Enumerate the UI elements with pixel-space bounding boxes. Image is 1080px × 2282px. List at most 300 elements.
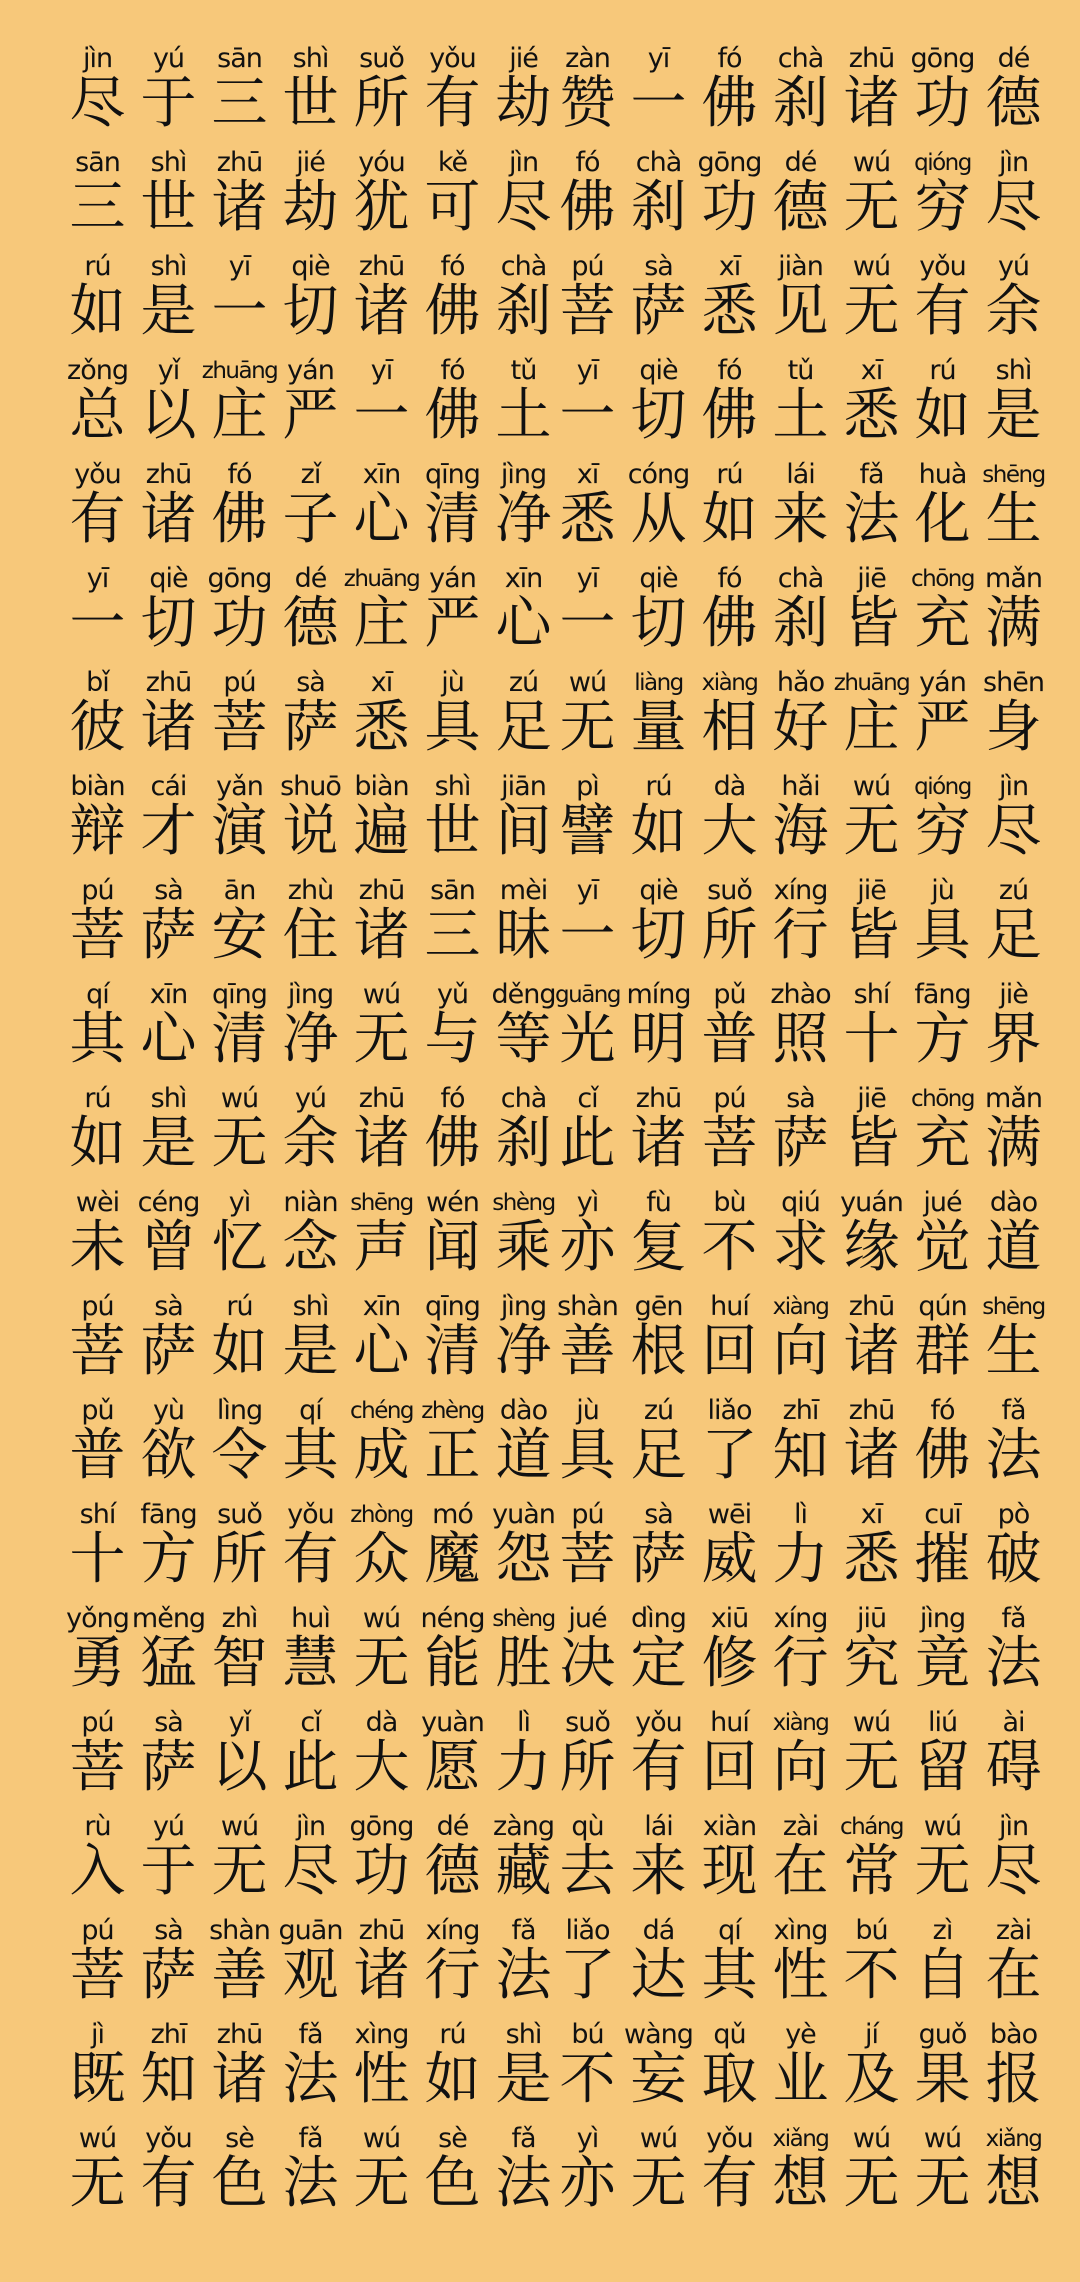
hanzi: 满: [985, 591, 1042, 656]
verse-row: [0, 556, 1080, 660]
pinyin: fǎ: [298, 2019, 323, 2050]
hanzi: 决: [559, 1631, 616, 1696]
pinyin: wàng: [624, 2019, 693, 2050]
pinyin: wú: [852, 251, 891, 282]
pinyin: cháng: [840, 1814, 903, 1840]
pinyin: xíng: [773, 1603, 828, 1634]
hanzi: 清: [211, 1007, 268, 1072]
pinyin: bú: [855, 1915, 888, 1946]
hanzi: 威: [701, 1527, 758, 1592]
hanzi: 猛: [140, 1631, 197, 1696]
hanzi: 佛: [424, 1111, 481, 1176]
pinyin: liú: [927, 1707, 958, 1738]
hanzi: 所: [559, 1735, 616, 1800]
pinyin: huì: [291, 1603, 330, 1634]
pinyin: xìng: [354, 2019, 409, 2050]
hanzi: 回: [701, 1735, 758, 1800]
pinyin: qí: [86, 979, 109, 1010]
verse-row: [0, 1284, 1080, 1388]
hanzi: 业: [772, 2047, 829, 2112]
hanzi: 萨: [282, 695, 339, 760]
pinyin: wú: [852, 771, 891, 802]
hanzi: 足: [985, 903, 1042, 968]
hanzi: 其: [69, 1007, 126, 1072]
pinyin: xī: [370, 667, 393, 698]
hanzi: 佛: [701, 591, 758, 656]
pinyin: yì: [228, 1187, 251, 1218]
pinyin: tǔ: [787, 355, 814, 386]
pinyin: wēi: [707, 1499, 752, 1530]
pinyin: cǐ: [300, 1707, 321, 1738]
pinyin: jì: [90, 2019, 104, 2050]
hanzi: 佛: [559, 175, 616, 240]
pinyin: qí: [299, 1395, 322, 1426]
pinyin: mǎn: [985, 1083, 1042, 1114]
pinyin: chéng: [349, 1398, 414, 1424]
pinyin: fó: [717, 355, 742, 386]
pinyin: jù: [931, 875, 954, 906]
hanzi: 德: [985, 71, 1042, 136]
hanzi: 穷: [914, 175, 971, 240]
pinyin: liǎo: [565, 1915, 610, 1946]
hanzi: 诸: [211, 175, 268, 240]
glyph-cell: [978, 1908, 1049, 2012]
pinyin: guān: [278, 1915, 343, 1946]
pinyin: zhū: [358, 251, 405, 282]
verse-line-left: [62, 244, 560, 348]
pinyin: fó: [717, 563, 742, 594]
pinyin: xìng: [773, 1915, 828, 1946]
pinyin: dìng: [631, 1603, 686, 1634]
hanzi: 德: [772, 175, 829, 240]
hanzi: 力: [495, 1735, 552, 1800]
hanzi: 萨: [140, 1319, 197, 1384]
pinyin: jiē: [857, 563, 886, 594]
pinyin: qīng: [425, 1291, 480, 1322]
pinyin: fǎ: [511, 2123, 536, 2154]
hanzi: 有: [69, 487, 126, 552]
verse-line-left: [62, 1284, 560, 1388]
verse-row: [0, 1804, 1080, 1908]
pinyin: gēn: [634, 1291, 683, 1322]
hanzi: 一: [211, 279, 268, 344]
hanzi: 悉: [701, 279, 758, 344]
hanzi: 法: [843, 487, 900, 552]
pinyin: qún: [918, 1291, 967, 1322]
pinyin: wú: [923, 2123, 962, 2154]
hanzi: 功: [701, 175, 758, 240]
hanzi: 修: [701, 1631, 758, 1696]
verse-line-left: [62, 1076, 560, 1180]
pinyin: rú: [226, 1291, 253, 1322]
hanzi: 如: [211, 1319, 268, 1384]
hanzi: 曾: [140, 1215, 197, 1280]
hanzi: 法: [495, 2151, 552, 2216]
pinyin: yǎn: [216, 771, 263, 802]
hanzi: 根: [630, 1319, 687, 1384]
verse-row: [0, 2116, 1080, 2220]
hanzi: 佛: [701, 71, 758, 136]
pinyin: yī: [647, 43, 670, 74]
pinyin: fó: [227, 459, 252, 490]
pinyin: yú: [294, 1083, 327, 1114]
hanzi: 世: [282, 71, 339, 136]
glyph-cell: [978, 660, 1049, 764]
pinyin: yǔ: [436, 979, 469, 1010]
verse-line-right: [552, 556, 1050, 660]
hanzi: 尽: [495, 175, 552, 240]
hanzi: 子: [282, 487, 339, 552]
pinyin: tǔ: [510, 355, 537, 386]
pinyin: xíng: [425, 1915, 480, 1946]
hanzi: 尽: [985, 175, 1042, 240]
hanzi: 了: [701, 1423, 758, 1488]
pinyin: pú: [713, 1083, 746, 1114]
hanzi: 一: [353, 383, 410, 448]
hanzi: 世: [424, 799, 481, 864]
pinyin: suǒ: [359, 43, 404, 74]
pinyin: xīn: [362, 459, 401, 490]
hanzi: 定: [630, 1631, 687, 1696]
hanzi: 十: [843, 1007, 900, 1072]
pinyin: pǔ: [81, 1395, 114, 1426]
hanzi: 不: [701, 1215, 758, 1280]
hanzi: 无: [843, 175, 900, 240]
pinyin: shèng: [492, 1606, 555, 1632]
hanzi: 清: [424, 487, 481, 552]
pinyin: zhì: [221, 1603, 258, 1634]
pinyin: shì: [150, 1083, 187, 1114]
hanzi: 胜: [495, 1631, 552, 1696]
hanzi: 庄: [353, 591, 410, 656]
hanzi: 具: [559, 1423, 616, 1488]
pinyin: shàn: [557, 1291, 618, 1322]
hanzi: 余: [985, 279, 1042, 344]
hanzi: 藏: [495, 1839, 552, 1904]
hanzi: 其: [701, 1943, 758, 2008]
hanzi: 无: [843, 2151, 900, 2216]
hanzi: 严: [424, 591, 481, 656]
hanzi: 令: [211, 1423, 268, 1488]
pinyin: fó: [440, 1083, 465, 1114]
hanzi: 大: [353, 1735, 410, 1800]
pinyin: yǒu: [635, 1707, 682, 1738]
hanzi: 诸: [843, 1423, 900, 1488]
pinyin: dé: [294, 563, 327, 594]
pinyin: gōng: [207, 563, 272, 594]
hanzi: 有: [914, 279, 971, 344]
pinyin: shì: [995, 355, 1032, 386]
pinyin: pú: [571, 1499, 604, 1530]
hanzi: 破: [985, 1527, 1042, 1592]
hanzi: 了: [559, 1943, 616, 2008]
verse-line-right: [552, 1492, 1050, 1596]
hanzi: 赞: [559, 71, 616, 136]
glyph-cell: [978, 348, 1049, 452]
hanzi: 照: [772, 1007, 829, 1072]
hanzi: 清: [424, 1319, 481, 1384]
hanzi: 取: [701, 2047, 758, 2112]
hanzi: 切: [282, 279, 339, 344]
glyph-cell: [978, 2116, 1049, 2220]
hanzi: 遍: [353, 799, 410, 864]
pinyin: wèi: [75, 1187, 120, 1218]
pinyin: shì: [292, 43, 329, 74]
verse-line-right: [552, 1804, 1050, 1908]
hanzi: 以: [140, 383, 197, 448]
hanzi: 以: [211, 1735, 268, 1800]
pinyin: fǎ: [1001, 1395, 1026, 1426]
hanzi: 诸: [140, 695, 197, 760]
hanzi: 菩: [701, 1111, 758, 1176]
verse-line-right: [552, 1908, 1050, 2012]
glyph-cell: [978, 140, 1049, 244]
hanzi: 菩: [559, 279, 616, 344]
pinyin: zhū: [635, 1083, 682, 1114]
pinyin: fù: [646, 1187, 671, 1218]
hanzi: 成: [353, 1423, 410, 1488]
verse-row: [0, 660, 1080, 764]
pinyin: yī: [86, 563, 109, 594]
hanzi: 有: [140, 2151, 197, 2216]
pinyin: pú: [81, 875, 114, 906]
hanzi: 达: [630, 1943, 687, 2008]
hanzi: 光: [559, 1007, 616, 1072]
pinyin: mǎn: [985, 563, 1042, 594]
pinyin: fǎ: [511, 1915, 536, 1946]
pinyin: wú: [78, 2123, 117, 2154]
hanzi: 切: [630, 903, 687, 968]
pinyin: shàn: [209, 1915, 270, 1946]
verse-line-right: [552, 764, 1050, 868]
hanzi: 演: [211, 799, 268, 864]
pinyin: jìng: [919, 1603, 966, 1634]
pinyin: sà: [154, 1707, 183, 1738]
hanzi: 力: [772, 1527, 829, 1592]
hanzi: 想: [772, 2151, 829, 2216]
verse-line-left: [62, 1388, 560, 1492]
hanzi: 悉: [843, 383, 900, 448]
hanzi: 有: [424, 71, 481, 136]
hanzi: 一: [559, 383, 616, 448]
pinyin: zhèng: [421, 1398, 484, 1424]
hanzi: 方: [140, 1527, 197, 1592]
hanzi: 尽: [985, 799, 1042, 864]
hanzi: 犹: [353, 175, 410, 240]
glyph-cell: [978, 868, 1049, 972]
verse-line-right: [552, 348, 1050, 452]
pinyin: xiàn: [702, 1811, 757, 1842]
pinyin: sà: [786, 1083, 815, 1114]
hanzi: 现: [701, 1839, 758, 1904]
hanzi: 明: [630, 1007, 687, 1072]
hanzi: 功: [211, 591, 268, 656]
pinyin: sè: [438, 2123, 467, 2154]
pinyin: néng: [420, 1603, 485, 1634]
pinyin: rù: [84, 1811, 111, 1842]
hanzi: 彼: [69, 695, 126, 760]
hanzi: 普: [701, 1007, 758, 1072]
pinyin: yán: [919, 667, 966, 698]
hanzi: 无: [843, 279, 900, 344]
hanzi: 魔: [424, 1527, 481, 1592]
pinyin: wú: [852, 1707, 891, 1738]
hanzi: 知: [772, 1423, 829, 1488]
pinyin: zàng: [493, 1811, 554, 1842]
hanzi: 能: [424, 1631, 481, 1696]
verse-row: [0, 1076, 1080, 1180]
pinyin: hǎo: [776, 667, 825, 698]
hanzi: 无: [69, 2151, 126, 2216]
pinyin: yì: [576, 2123, 599, 2154]
verse-row: [0, 972, 1080, 1076]
pinyin: shēn: [983, 667, 1044, 698]
pinyin: lì: [793, 1499, 807, 1530]
hanzi: 譬: [559, 799, 616, 864]
pinyin: liàng: [634, 670, 683, 696]
verse-row: [0, 1180, 1080, 1284]
pinyin: gōng: [697, 147, 762, 178]
verse-row: [0, 36, 1080, 140]
pinyin: jiē: [857, 1083, 886, 1114]
pinyin: shēng: [982, 1294, 1045, 1320]
pinyin: fó: [440, 355, 465, 386]
pinyin: rú: [929, 355, 956, 386]
pinyin: mèi: [499, 875, 548, 906]
hanzi: 佛: [424, 279, 481, 344]
hanzi: 是: [140, 1111, 197, 1176]
hanzi: 诸: [630, 1111, 687, 1176]
hanzi: 诸: [140, 487, 197, 552]
hanzi: 一: [69, 591, 126, 656]
pinyin: pò: [997, 1499, 1030, 1530]
pinyin: xiǎng: [985, 2126, 1042, 2152]
hanzi: 切: [630, 591, 687, 656]
hanzi: 及: [843, 2047, 900, 2112]
hanzi: 如: [914, 383, 971, 448]
verse-line-right: [552, 1076, 1050, 1180]
pinyin: xī: [860, 1499, 883, 1530]
pinyin: chà: [500, 1083, 547, 1114]
pinyin: jìn: [998, 1811, 1029, 1842]
pinyin: pú: [571, 251, 604, 282]
hanzi: 不: [843, 1943, 900, 2008]
pinyin: xīn: [149, 979, 188, 1010]
pinyin: chà: [777, 43, 824, 74]
hanzi: 诸: [211, 2047, 268, 2112]
pinyin: lái: [644, 1811, 673, 1842]
glyph-cell: [978, 1284, 1049, 1388]
verse-line-left: [62, 36, 560, 140]
verse-line-left: [62, 556, 560, 660]
hanzi: 庄: [211, 383, 268, 448]
hanzi: 于: [140, 1839, 197, 1904]
verse-row: [0, 2012, 1080, 2116]
hanzi: 净: [495, 487, 552, 552]
hanzi: 住: [282, 903, 339, 968]
pinyin: shí: [853, 979, 890, 1010]
pinyin: zú: [508, 667, 539, 698]
pinyin: suǒ: [707, 875, 752, 906]
hanzi: 有: [701, 2151, 758, 2216]
hanzi: 竟: [914, 1631, 971, 1696]
hanzi: 昧: [495, 903, 552, 968]
pinyin: dá: [642, 1915, 675, 1946]
hanzi: 萨: [630, 1527, 687, 1592]
hanzi: 如: [701, 487, 758, 552]
hanzi: 亦: [559, 1215, 616, 1280]
hanzi: 与: [424, 1007, 481, 1072]
hanzi: 大: [701, 799, 758, 864]
pinyin: zǒng: [67, 355, 128, 386]
pinyin: ān: [223, 875, 256, 906]
pinyin: shì: [292, 1291, 329, 1322]
pinyin: xiàng: [772, 1710, 829, 1736]
hanzi: 既: [69, 2047, 126, 2112]
hanzi: 具: [914, 903, 971, 968]
pinyin: shì: [150, 147, 187, 178]
hanzi: 未: [69, 1215, 126, 1280]
verse-line-left: [62, 764, 560, 868]
pinyin: hǎi: [781, 771, 820, 802]
hanzi: 来: [772, 487, 829, 552]
hanzi: 道: [495, 1423, 552, 1488]
hanzi: 三: [211, 71, 268, 136]
hanzi: 量: [630, 695, 687, 760]
hanzi: 念: [282, 1215, 339, 1280]
verse-line-right: [552, 1180, 1050, 1284]
pinyin: shí: [79, 1499, 116, 1530]
pinyin: zì: [932, 1915, 953, 1946]
pinyin: jí: [864, 2019, 878, 2050]
hanzi: 功: [353, 1839, 410, 1904]
pinyin: zài: [782, 1811, 819, 1842]
pinyin: liǎo: [707, 1395, 752, 1426]
verse-row: [0, 1596, 1080, 1700]
pinyin: zhào: [770, 979, 831, 1010]
hanzi: 可: [424, 175, 481, 240]
pinyin: zhū: [145, 459, 192, 490]
pinyin: chōng: [911, 1086, 974, 1112]
hanzi: 心: [353, 1319, 410, 1384]
verse-line-right: [552, 660, 1050, 764]
glyph-cell: [978, 2012, 1049, 2116]
hanzi: 严: [282, 383, 339, 448]
hanzi: 行: [772, 903, 829, 968]
pinyin: děng: [491, 979, 556, 1010]
pinyin: zhū: [358, 875, 405, 906]
hanzi: 一: [559, 903, 616, 968]
hanzi: 法: [985, 1631, 1042, 1696]
pinyin: biàn: [70, 771, 125, 802]
pinyin: fó: [440, 251, 465, 282]
hanzi: 无: [353, 1007, 410, 1072]
pinyin: yuàn: [421, 1707, 484, 1738]
pinyin: biàn: [354, 771, 409, 802]
hanzi: 说: [282, 799, 339, 864]
hanzi: 菩: [69, 1735, 126, 1800]
pinyin: shēng: [982, 462, 1045, 488]
hanzi: 色: [211, 2151, 268, 2216]
pinyin: wú: [220, 1811, 259, 1842]
hanzi: 留: [914, 1735, 971, 1800]
pinyin: dé: [997, 43, 1030, 74]
pinyin: yǒu: [919, 251, 966, 282]
hanzi: 等: [495, 1007, 552, 1072]
pinyin: jié: [296, 147, 325, 178]
pinyin: céng: [137, 1187, 200, 1218]
pinyin: zú: [643, 1395, 674, 1426]
